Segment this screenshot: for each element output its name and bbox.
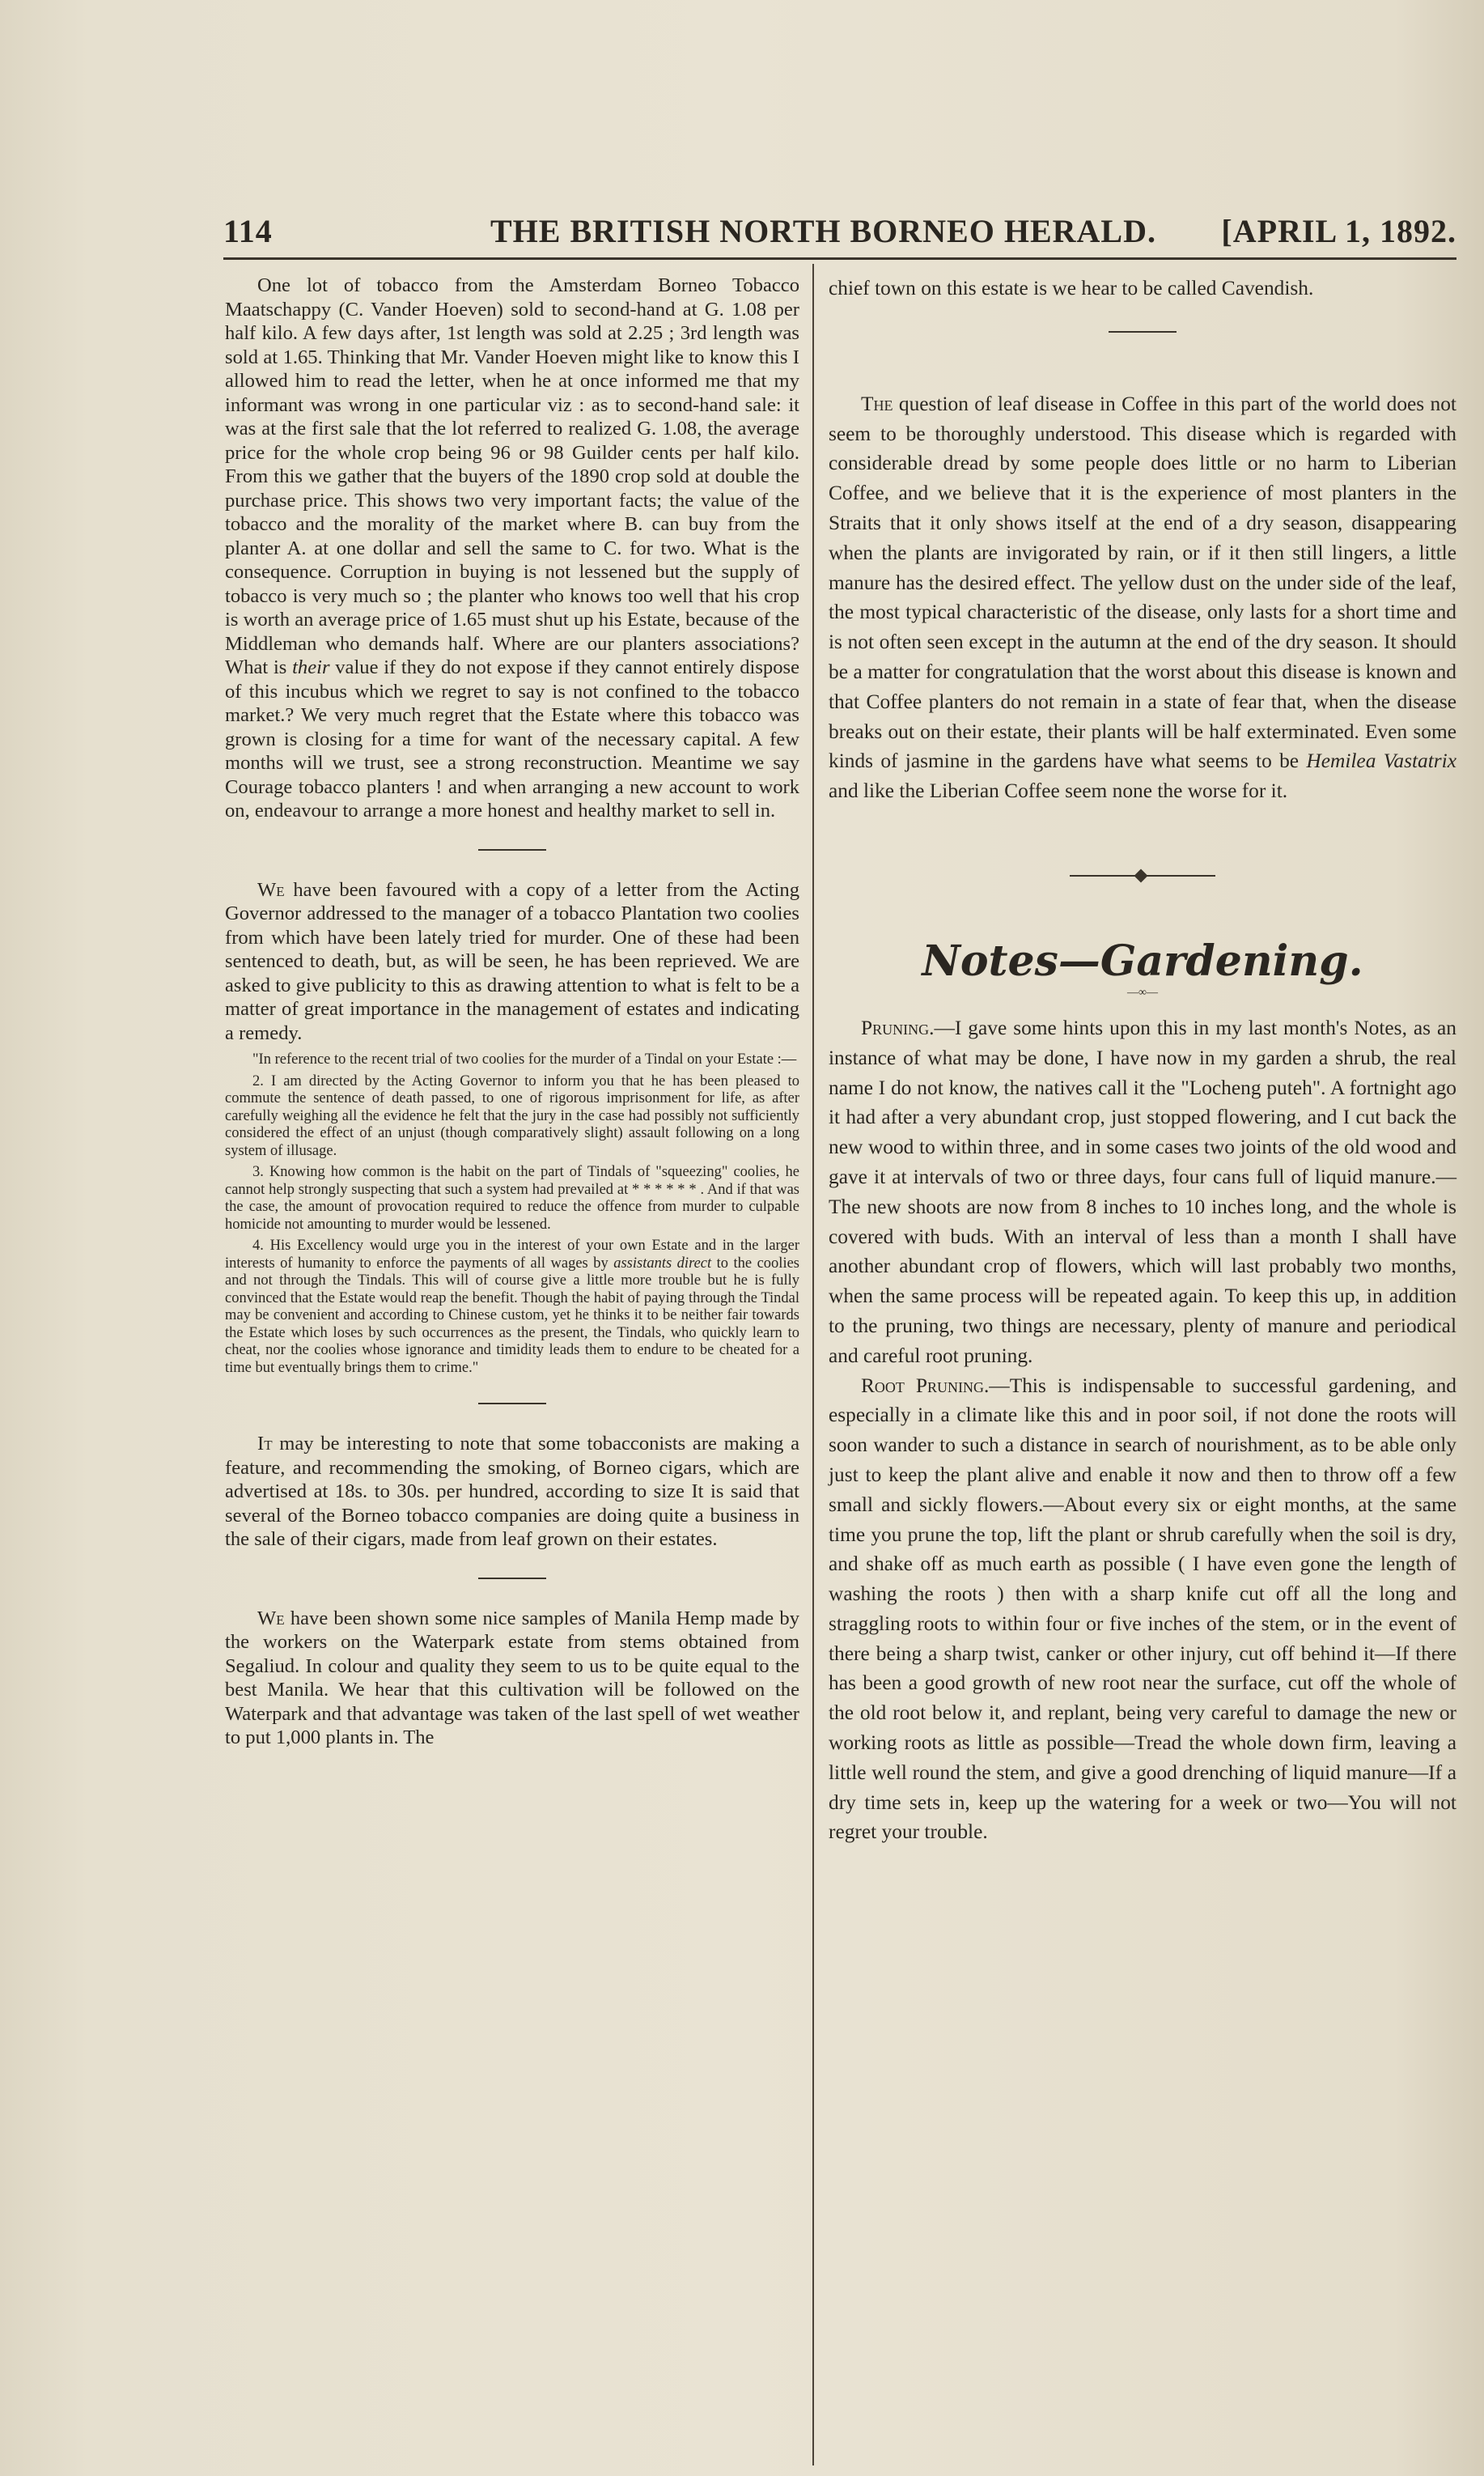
masthead: THE BRITISH NORTH BORNEO HERALD. — [490, 213, 1156, 249]
title-ornament: —∞— — [1127, 986, 1158, 999]
letter-paragraph-4: 4. His Excellency would urge you in the interest of your own Estate and in the larger interests of humanity to enforce the payments of all wages by assistants direct to the coolies and not through the Tindals. This will of course give a little more trouble but he is fully convinced that the Estate would reap the benefit. Though the habit of paying through the Tindal may be convenient and according to Chinese custom, yet he thinks it to be neither fair towards the Estate which loses by such occurrences as the present, the Tindals, who quickly learn to cheat, nor the coolies whose ignorance and timidity leads them to endure to be cheated for a time but eventually brings them to crime." — [225, 1238, 799, 1376]
governor-letter-intro: We have been favoured with a copy of a letter from the Acting Governor addressed to the manager of a tobacco Plantation two coolies from which have been lately tried for murder. One of these had been sentenced to death, but, as will be seen, he has been reprieved. We are asked to give publicity to this as drawing attention to what is felt to be a matter of great importance in the management of estates and indicating a remedy. — [225, 878, 799, 1044]
separator-rule — [478, 1403, 546, 1404]
page-header — [223, 202, 1456, 259]
header-rule — [223, 257, 1456, 260]
root-pruning-paragraph: Root Pruning.—This is indispensable to successful gardening, and especially in a climate like this and in poor soil, if not done the roots will soon wander to such a distance in search of nourishment, as to be able only just to keep the plant alive and enable it now and then to throw off a few small and sickly flowers.—About every six or eight months, at the same time you prune the top, lift the plant or shrub carefully when the soil is dry, and shake off as much earth as possible ( I have even gone the length of washing the roots ) then with a sharp knife cut off all the long and straggling roots to within four or five inches of the stem, or in the event of there being a sharp twist, canker or other injury, cut off behind it—If there has been a good growth of new root near the surface, cut off the whole of the old root below it, and replant, being very careful to damage the new or working roots as little as possible—Tread the whole down firm, leaving a little well round the stem, and give a good drenching of liquid manure—If a dry time sets in, keep up the watering for a week or two—You will not regret your trouble. — [829, 1374, 1456, 1844]
letter-paragraph-2: 2. I am directed by the Acting Governor to inform you that he has been pleased to commute the sentence of death passed, to one of rigorous imprisonment for life, as after carefully weighing all the evidence he felt that the jury in the case had possibly not sufficiently considered the effect of an unjust (though comparatively slight) assault following on a long system of illusage. — [225, 1072, 799, 1159]
left-column — [225, 274, 799, 1750]
pruning-paragraph: Pruning.—I gave some hints upon this in my last month's Notes, as an instance of what may be done, I have now in my garden a shrub, the real name I do not know, the natives call it the "Locheng puteh". A fortnight ago it had after a very abundant crop, just stopped flowering, and I cut back the new wood to within three, and in some cases two joints of the old wood and gave it at intervals of two or three days, four cans full of liquid manure.—The new shoots are now from 8 inches to 10 inches long, and the whole is covered with buds. With an interval of less than a month I shall have another abundant crop of flowers, which will last probably two months, when the same process will be repeated again. To keep this up, in addition to the pruning, two things are necessary, plenty of manure and periodical and careful root pruning. — [829, 1016, 1456, 1367]
page-number: 114 — [223, 213, 273, 249]
continuation-paragraph: chief town on this estate is we hear to be called Cavendish. — [829, 277, 1314, 299]
letter-paragraph-1: "In reference to the recent trial of two coolies for the murder of a Tindal on your Estate :— — [252, 1051, 797, 1068]
separator-rule — [478, 1578, 546, 1579]
issue-date: [APRIL 1, 1892. — [1221, 213, 1456, 249]
right-column — [829, 274, 1456, 1847]
ornate-separator — [1070, 871, 1215, 881]
separator-rule — [478, 849, 546, 851]
manila-hemp-paragraph: We have been shown some nice samples of Manila Hemp made by the workers on the Waterpark estate from stems obtained from Segaliud. In colour and quality they seem to us to be quite equal to the best Manila. We hear that this cultivation will be followed on the Waterpark and that advantage was taken of the last spell of wet weather to put 1,000 plants in. The — [225, 1607, 799, 1748]
letter-paragraph-3: 3. Knowing how common is the habit on the part of Tindals of "squeezing" coolies, he cannot help strongly suspecting that such a system had prevailed at * * * * * * . And if that was the case, the amount of provocation required to reduce the offence from murder to culpable homicide not amounting to murder would be lessened. — [225, 1164, 799, 1233]
leaf-disease-paragraph: The question of leaf disease in Coffee in this part of the world does not seem to be thoroughly understood. This disease which is regarded with considerable dread by some people does little or no harm to Liberian Coffee, and we believe that it is the experience of most planters in the Straits that it only shows itself at the end of a dry season, disappearing when the plants are invigorated by rain, or if it then still lingers, a little manure has the desired effect. The yellow dust on the under side of the leaf, the most typical characteristic of the disease, only lasts for a short time and is not often seen except in the autumn at the end of the dry season. It should be a matter for congratulation that the worst about this disease is known and that Coffee planters do not remain in a state of fear that, when the disease breaks out on their estate, their plants will be half exterminated. Even some kinds of jasmine in the gardens have what seems to be Hemilea Vastatrix and like the Liberian Coffee seem none the worse for it. — [829, 392, 1456, 803]
section-title: Notes—Gardening. — [922, 936, 1363, 986]
tobacco-sale-paragraph: One lot of tobacco from the Amsterdam Borneo Tobacco Maatschappy (C. Vander Hoeven) sold to second-hand at G. 1.08 per half kilo. A few days after, 1st length was sold at 2.25 ; 3rd length was sold at 1.65. Thinking that Mr. Vander Hoeven might like to know this I allowed him to read the letter, when he at once informed me that my informant was wrong in one particular viz : as to second-hand sale: it was at the first sale that the lot referred to realized G. 1.08, the average price for the whole crop being 96 or 98 Guilder cents per half kilo. From this we gather that the buyers of the 1890 crop sold at double the purchase price. This shows two very important facts; the value of the tobacco and the morality of the market where B. can buy from the planter A. at one dollar and sell the same to C. for two. What is the consequence. Corruption in buying is not lessened but the supply of tobacco is very much so ; the planter who knows too well that his crop is worth an average price of 1.65 must shut up his Estate, because of the Middleman who demands half. Where are our planters associations? What is their value if they do not expose if they cannot entirely dispose of this incubus which we regret to say is not confined to the tobacco market.? We very much regret that the Estate where this tobacco was grown is closing for a time for want of the necessary capital. A few months will we trust, see a strong reconstruction. Meantime we say Courage tobacco planters ! and when arranging a new account to work on, endeavour to arrange a more honest and healthy market to sell in. — [225, 274, 799, 822]
separator-rule — [1109, 331, 1177, 333]
column-divider — [812, 264, 814, 2465]
governor-letter — [225, 1051, 799, 1377]
cigars-paragraph: It may be interesting to note that some tobacconists are making a feature, and recommending the smoking, of Borneo cigars, which are advertised at 18s. to 30s. per hundred, according to size It is said that several of the Borneo tobacco companies are doing quite a business in the sale of their cigars, made from leaf grown on their estates. — [225, 1433, 799, 1550]
